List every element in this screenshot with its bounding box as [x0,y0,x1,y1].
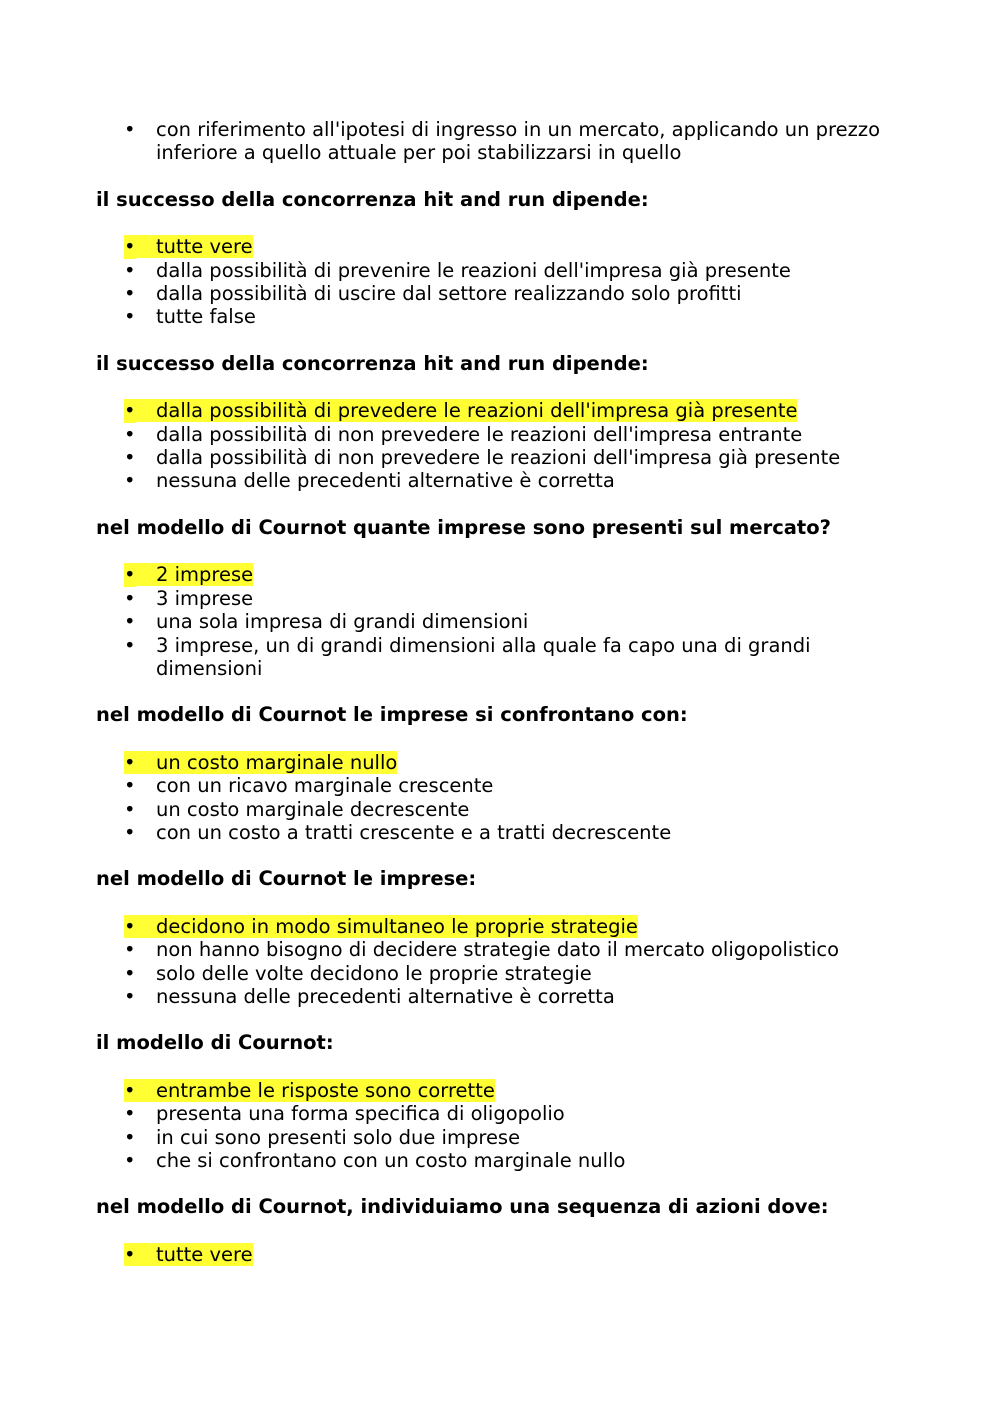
bullet-icon: • [124,563,136,587]
answer-item [96,1149,896,1172]
bullet-icon: • [124,446,136,470]
question-title: il successo della concorrenza hit and run dipende: [96,187,649,211]
answer-list [96,915,896,1009]
answer-list [96,1079,896,1173]
bullet-icon: • [124,750,136,774]
answer-item [96,985,896,1008]
answer-item [96,1102,896,1125]
question-list [96,188,896,1266]
answer-text: dalla possibilità di uscire dal settore realizzando solo profitti [156,282,742,306]
answer-list [96,751,896,845]
answer-item-highlighted [96,751,896,774]
answer-item [96,282,896,305]
bullet-icon: • [124,774,136,798]
answer-text: dalla possibilità di prevenire le reazioni dell'impresa già presente [156,258,791,282]
answer-item-highlighted [96,1079,896,1102]
bullet-icon: • [124,118,136,141]
document-page [96,118,896,1266]
answer-item [96,610,896,633]
bullet-icon: • [124,820,136,844]
answer-text: dalla possibilità di non prevedere le reazioni dell'impresa entrante [156,422,803,446]
answer-item-highlighted [96,235,896,258]
bullet-icon: • [124,1242,136,1266]
bullet-icon: • [124,422,136,446]
answer-text: nessuna delle precedenti alternative è corretta [156,984,615,1008]
answer-text: decidono in modo simultaneo le proprie strategie [156,914,638,938]
answer-item [96,634,896,681]
answer-item [96,305,896,328]
answer-item-highlighted [96,1243,896,1266]
answer-item [96,118,896,165]
answer-text: con un costo a tratti crescente e a tratti decrescente [156,820,672,844]
bullet-icon: • [124,1102,136,1126]
answer-text: 3 imprese [156,586,254,610]
question-title: nel modello di Cournot le imprese si confrontano con: [96,703,688,727]
bullet-icon: • [124,586,136,610]
answer-item-highlighted [96,399,896,422]
bullet-icon: • [124,1078,136,1102]
answer-item [96,962,896,985]
answer-text: non hanno bisogno di decidere strategie dato il mercato oligopolistico [156,938,840,962]
answer-text: tutte vere [156,1242,253,1266]
answer-list [96,235,896,329]
answer-text: tutte vere [156,235,253,259]
answer-text: tutte false [156,305,256,329]
bullet-icon: • [124,984,136,1008]
answer-text: una sola impresa di grandi dimensioni [156,610,529,634]
intro-answer-list [96,118,896,165]
answer-text: 2 imprese [156,563,254,587]
answer-list [96,563,896,680]
answer-list [96,1243,896,1266]
question-title: il successo della concorrenza hit and run dipende: [96,351,649,375]
answer-item-highlighted [96,563,896,586]
question-title: il modello di Cournot: [96,1031,334,1055]
bullet-icon: • [124,938,136,962]
question-title: nel modello di Cournot le imprese: [96,867,477,891]
answer-item [96,469,896,492]
answer-item [96,821,896,844]
answer-item [96,446,896,469]
bullet-icon: • [124,1125,136,1149]
answer-text: dalla possibilità di prevedere le reazioni dell'impresa già presente [156,399,798,423]
answer-text: dalla possibilità di non prevedere le reazioni dell'impresa già presente [156,446,841,470]
answer-text: 3 imprese, un di grandi dimensioni alla quale fa capo una di grandi dimensioni [156,633,811,680]
bullet-icon: • [124,1149,136,1172]
bullet-icon: • [124,797,136,821]
bullet-icon: • [124,610,136,634]
answer-item [96,774,896,797]
answer-item [96,259,896,282]
bullet-icon: • [124,914,136,938]
answer-item [96,423,896,446]
answer-item [96,587,896,610]
answer-text: solo delle volte decidono le proprie strategie [156,961,592,985]
answer-item [96,938,896,961]
answer-text: nessuna delle precedenti alternative è corretta [156,469,615,493]
answer-list [96,399,896,493]
answer-text: un costo marginale nullo [156,750,398,774]
bullet-icon: • [124,399,136,423]
answer-text: con un ricavo marginale crescente [156,774,494,798]
bullet-icon: • [124,469,136,493]
answer-text: che si confrontano con un costo marginale nullo [156,1149,626,1172]
answer-item [96,798,896,821]
bullet-icon: • [124,961,136,985]
answer-text: un costo marginale decrescente [156,797,470,821]
answer-text: con riferimento all'ipotesi di ingresso in un mercato, applicando un prezzo inferiore a quello attuale per poi stabilizzarsi in quello [156,118,881,165]
bullet-icon: • [124,305,136,329]
bullet-icon: • [124,235,136,259]
answer-item-highlighted [96,915,896,938]
question-title: nel modello di Cournot quante imprese sono presenti sul mercato? [96,515,831,539]
answer-text: in cui sono presenti solo due imprese [156,1125,521,1149]
bullet-icon: • [124,633,136,657]
answer-item [96,1126,896,1149]
bullet-icon: • [124,282,136,306]
answer-text: entrambe le risposte sono corrette [156,1078,495,1102]
bullet-icon: • [124,258,136,282]
answer-text: presenta una forma specifica di oligopolio [156,1102,565,1126]
question-title: nel modello di Cournot, individuiamo una sequenza di azioni dove: [96,1195,829,1219]
